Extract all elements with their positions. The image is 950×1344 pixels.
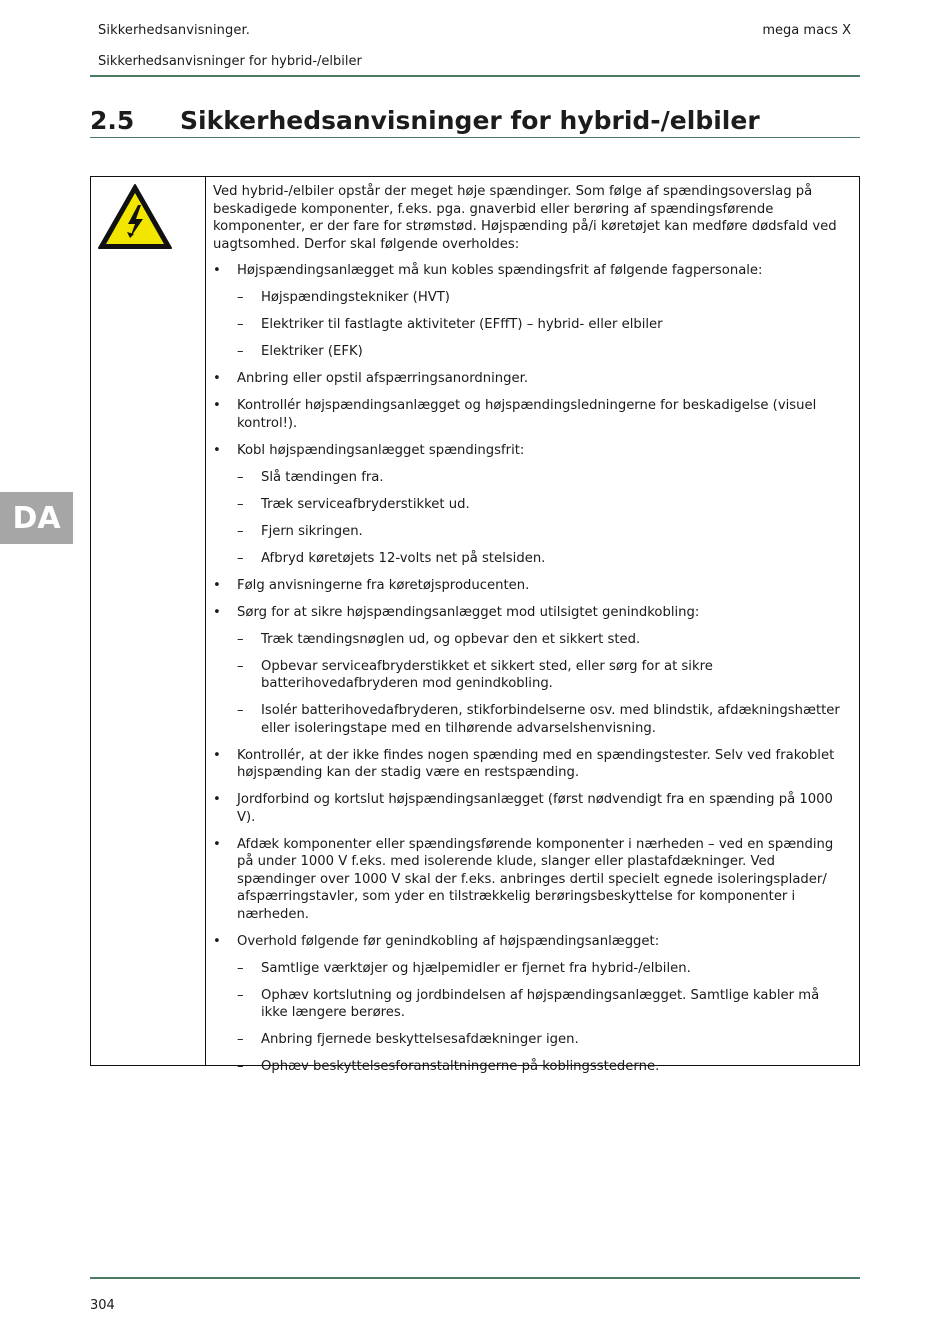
warning-box: [90, 176, 860, 1074]
list-item: • Sørg for at sikre højspændingsanlægget mod utilsigtet genindkobling: – Træk tændingsnøglen ud, og opbevar den et sikkert sted. – Opbevar serviceafbryderstikket et sikkert sted, eller sørg for at sikre batterihovedafbryderen mod genindkobling. – Isolér batterihovedafbryderen, stikforbindelserne osv. med blindstik, afdækningshætter eller isoleringstape med en tilhørende advarselshenvisning.: [213, 604, 848, 738]
page-number: 304: [90, 1298, 115, 1313]
list-item: • Afdæk komponenter eller spændingsførende komponenter i nærheden – ved en spænding på under 1000 V f.eks. med isolerende klude, slanger eller plastafdækninger. Ved spændinger over 1000 V skal der f.eks. anbringes dertil specielt egnede isoleringsplader/ afspærringstavler, som yder en tilstrækkelig berøringsbeskyttelse for komponenter i nærheden.: [213, 836, 834, 922]
section-title: Sikkerhedsanvisninger for hybrid-/elbiler: [180, 106, 760, 135]
list-item: • Anbring eller opstil afspærringsanordninger.: [213, 371, 529, 386]
sub-list-item: – Højspændingstekniker (HVT): [237, 290, 450, 305]
sub-list: [237, 469, 848, 568]
footer-rule: [90, 1277, 860, 1279]
sub-list-item: – Anbring fjernede beskyttelsesafdækninger igen.: [237, 1032, 579, 1047]
list-item: • Kobl højspændingsanlægget spændingsfrit: – Slå tændingen fra. – Træk serviceafbryderstikket ud. – Fjern sikringen. – Afbryd køretøjets 12-volts net på stelsiden.: [213, 442, 848, 568]
list-item: • Jordforbind og kortslut højspændingsanlægget (først nødvendigt fra en spænding på 1000 V).: [213, 792, 833, 825]
sub-list-item: – Slå tændingen fra.: [237, 469, 384, 485]
sub-list-item: – Fjern sikringen.: [237, 523, 363, 539]
sub-list-item: – Samtlige værktøjer og hjælpemidler er fjernet fra hybrid-/elbilen.: [237, 960, 691, 976]
sub-list-item: – Ophæv beskyttelsesforanstaltningerne på koblingsstederne.: [237, 1059, 660, 1074]
warning-intro: Ved hybrid-/elbiler opstår der meget høje spændinger. Som følge af spændingsoverslag på beskadigede komponenter, f.eks. pga. gnaverbid eller berøring af spændingsførende komponenter, er der fare for strømstød. Højspænding på/i køretøjet kan medføre dødsfald ved uagtsomhed. Derfor skal følgende overholdes:: [213, 184, 837, 252]
running-header-subtitle: Sikkerhedsanvisninger for hybrid-/elbiler: [98, 54, 362, 69]
sub-list-item: – Ophæv kortslutning og jordbindelsen af højspændingsanlægget. Samtlige kabler må ikke længere berøres.: [237, 987, 820, 1020]
sub-list-item: – Isolér batterihovedafbryderen, stikforbindelserne osv. med blindstik, afdækningshætter eller isoleringstape med en tilhørende advarselshenvisning.: [237, 703, 840, 736]
list-item: • Højspændingsanlægget må kun kobles spændingsfrit af følgende fagpersonale: – Højspændingstekniker (HVT) – Elektriker til fastlagte aktiviteter (EFffT) – hybrid- eller elbiler – Elektriker (EFK): [213, 262, 848, 361]
sub-list: [237, 289, 848, 361]
running-header-left: Sikkerhedsanvisninger.: [98, 23, 250, 38]
list-item: • Kontrollér højspændingsanlægget og højspændingsledningerne for beskadigelse (visuel kontrol!).: [213, 398, 817, 431]
list-item: • Kontrollér, at der ikke findes nogen spænding med en spændingstester. Selv ved frakoblet højspænding kan der stadig være en restspænding.: [213, 747, 835, 780]
sub-list: [237, 960, 848, 1076]
instruction-list: [213, 262, 848, 1076]
sub-list-item: – Opbevar serviceafbryderstikket et sikkert sted, eller sørg for at sikre batterihovedafbryderen mod genindkobling.: [237, 658, 713, 691]
list-item: • Følg anvisningerne fra køretøjsproducenten.: [213, 577, 530, 593]
sub-list-item: – Elektriker (EFK): [237, 344, 363, 359]
header-rule: [90, 75, 860, 77]
list-item: • Overhold følgende før genindkobling af højspændingsanlægget: – Samtlige værktøjer og hjælpemidler er fjernet fra hybrid-/elbilen. – Ophæv kortslutning og jordbindelsen af højspændingsanlægget. Samtlige kabler må ikke længere berøres. – Anbring fjernede beskyttelsesafdækninger igen. – Ophæv beskyttelsesforanstaltningerne på koblingsstederne.: [213, 933, 848, 1076]
sub-list-item: – Træk tændingsnøglen ud, og opbevar den et sikkert sted.: [237, 631, 641, 647]
section-heading: [90, 106, 860, 138]
warning-content: [213, 183, 848, 1085]
sub-list-item: – Afbryd køretøjets 12-volts net på stelsiden.: [237, 550, 546, 566]
language-tab: DA: [0, 492, 73, 544]
high-voltage-warning-icon: [97, 183, 173, 251]
sub-list-item: – Træk serviceafbryderstikket ud.: [237, 496, 470, 512]
sub-list-item: – Elektriker til fastlagte aktiviteter (EFffT) – hybrid- eller elbiler: [237, 317, 663, 332]
section-number: 2.5: [90, 106, 135, 135]
warning-icon-cell: [91, 177, 206, 1065]
running-header-right: mega macs X: [762, 23, 851, 38]
sub-list: [237, 631, 848, 738]
